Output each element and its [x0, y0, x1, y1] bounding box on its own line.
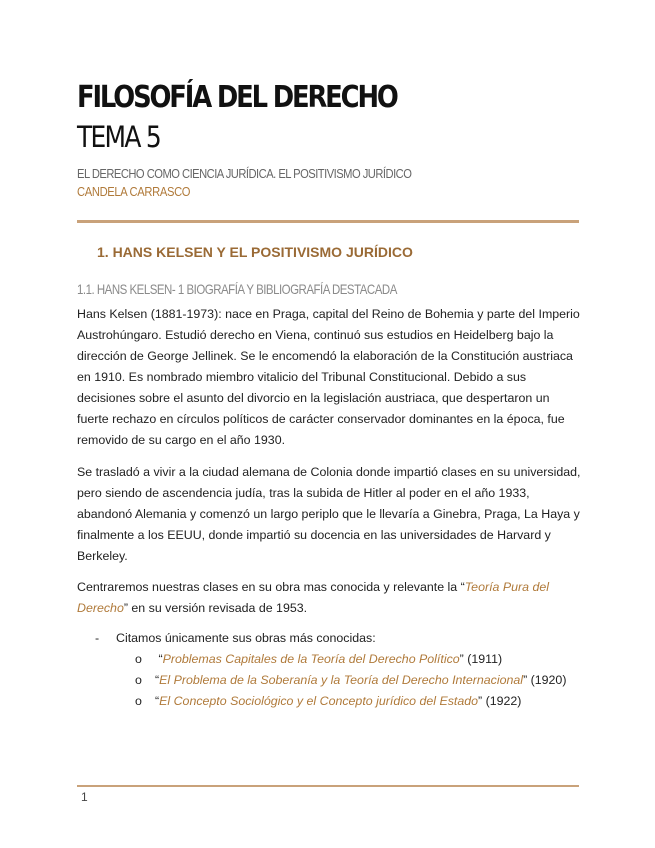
paragraph-focus — [77, 577, 582, 619]
section-heading: 1. HANS KELSEN Y EL POSITIVISMO JURÍDICO — [97, 244, 413, 260]
document-title: FILOSOFÍA DEL DERECHO — [77, 80, 397, 115]
list-dash: - — [95, 631, 100, 645]
document-author: CANDELA CARRASCO — [77, 184, 191, 199]
document-topic: TEMA 5 — [77, 120, 161, 154]
quote-close-year: ” (1922) — [478, 694, 522, 708]
list-item — [135, 652, 502, 666]
quote-close-year: ” (1920) — [523, 673, 567, 687]
quote-close-year: ” (1911) — [459, 652, 503, 666]
list-item — [135, 673, 566, 687]
bullet-circle: o — [135, 673, 142, 687]
header-divider — [77, 220, 579, 223]
paragraph-focus-text-end: ” en su versión revisada de 1953. — [123, 601, 308, 615]
book-title: El Concepto Sociológico y el Concepto jurídico del Estado — [159, 694, 479, 708]
paragraph-exile: Se trasladó a vivir a la ciudad alemana de Colonia donde impartió clases en su universidad, pero siendo de ascendencia judía, tras la subida de Hitler al poder en el año 1933, abandonó Alemania y comenzó un largo periplo que le llevaría a Ginebra, Praga, La Haya y finalmente a los EEUU, donde impartió su docencia en las universidades de Harvard y Berkeley. — [77, 465, 581, 563]
paragraph-biography: Hans Kelsen (1881-1973): nace en Praga, capital del Reino de Bohemia y parte del Imperio Austrohúngaro. Estudió derecho en Viena, continuó sus estudios en Heidelberg bajo la dirección de George Jellinek. Se le encomendó la elaboración de la Constitución austriaca en 1910. Es nombrado miembro vitalicio del Tribunal Constitucional. Debido a sus decisiones sobre el asunto del divorcio en la legislación austriaca, que despertaron un fuerte rechazo en círculos políticos de carácter conservador dominantes en la época, fue removido de su cargo en el año 1930. — [77, 307, 580, 447]
list-item — [135, 694, 521, 708]
bullet-circle: o — [135, 694, 142, 708]
document-subtitle: EL DERECHO COMO CIENCIA JURÍDICA. EL POSITIVISMO JURÍDICO — [77, 166, 412, 181]
paragraph-focus-text: Centraremos nuestras clases en su obra mas conocida y relevante la “ — [77, 580, 465, 594]
book-title: El Problema de la Soberanía y la Teoría del Derecho Internacional — [159, 673, 524, 687]
footer-divider — [77, 785, 579, 787]
quote-open: “ — [155, 652, 163, 666]
quote-open: “ — [155, 694, 160, 708]
bullet-circle: o — [135, 652, 142, 666]
section-subheading: 1.1. HANS KELSEN- 1 BIOGRAFÍA Y BIBLIOGRAFÍA DESTACADA — [77, 281, 397, 297]
book-title: Problemas Capitales de la Teoría del Derecho Político — [162, 652, 460, 666]
list-main-item: Citamos únicamente sus obras más conocidas: — [116, 631, 376, 645]
book-title-teoria-pura: Teoría Pura del Derecho — [77, 580, 550, 615]
quote-open: “ — [155, 673, 160, 687]
page-number: 1 — [81, 790, 88, 804]
